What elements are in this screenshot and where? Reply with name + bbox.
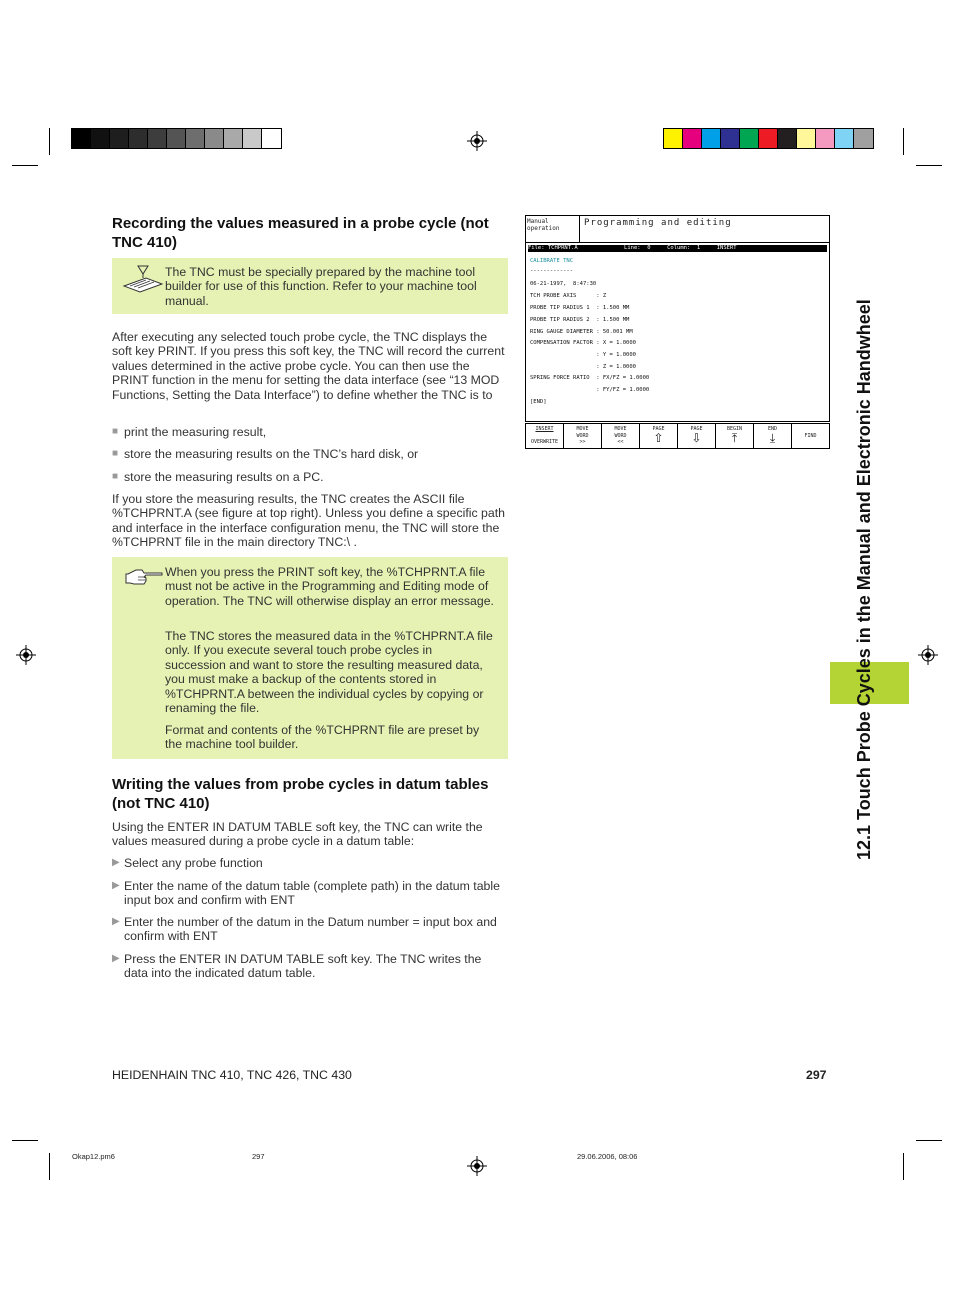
pointing-hand-icon	[124, 567, 164, 585]
file-status-line: File: TCHPRNT.A Line: 0 Column: 1 INSERT	[528, 245, 827, 252]
crop-mark	[49, 1153, 50, 1180]
color-swatch	[702, 129, 721, 148]
hint-paragraph: The TNC stores the measured data in the %TCHPRNT.A file only. If you execute several touch probe cycles in succession and want to store the resulting measured data, you must make a backup of the contents stored in %TCHPRNT.A between the individual cycles by copying or renaming the file.	[165, 629, 493, 716]
footer-page-number: 297	[806, 1068, 827, 1082]
program-line: 06-21-1997, 8:47:30	[530, 281, 597, 287]
program-line: : Y = 1.0000	[530, 352, 636, 358]
softkey-move-word-left[interactable]: MOVE WORD <<	[602, 424, 640, 448]
arrow-top-icon: ⤒	[731, 431, 738, 445]
program-line: [END]	[530, 399, 547, 405]
hint-box	[112, 557, 508, 759]
grayscale-swatch	[91, 129, 110, 148]
registration-mark-icon	[467, 131, 487, 151]
grayscale-swatch	[148, 129, 167, 148]
arrow-bottom-icon: ⤓	[769, 431, 776, 445]
grayscale-swatch	[262, 129, 281, 148]
registration-mark-icon	[16, 645, 36, 665]
crop-mark	[12, 1140, 38, 1141]
machine-note-box	[112, 258, 508, 314]
grayscale-swatch	[110, 129, 129, 148]
color-swatch	[740, 129, 759, 148]
chapter-side-title: 12.1 Touch Probe Cycles in the Manual and Electronic Handwheel	[854, 299, 874, 860]
program-line: CALIBRATE TNC	[530, 258, 574, 264]
section-heading: Writing the values from probe cycles in datum tables (not TNC 410)	[112, 776, 489, 812]
color-bar	[663, 128, 874, 149]
storage-paragraph: If you store the measuring results, the TNC creates the ASCII file %TCHPRNT.A (see figure at top right). Unless you define a specific path and interface in the interface configuration menu, the TNC will store the %TCHPRNT file in the main directory TNC:\ .	[112, 492, 505, 550]
screen-body	[525, 241, 830, 422]
color-swatch	[816, 129, 835, 148]
grayscale-swatch	[205, 129, 224, 148]
intro-paragraph: After executing any selected touch probe cycle, the TNC displays the soft key PRINT. If you press this soft key, the TNC will record the current values determined in the active probe cycle. You can then use the PRINT function in the menu for setting the data interface (see “13 MOD Functions, Setting the Data Interface”) to define whether the TNC is to	[112, 330, 505, 402]
grayscale-swatch	[72, 129, 91, 148]
color-swatch	[797, 129, 816, 148]
list-item: ■ print the measuring result,	[112, 425, 267, 439]
softkey-insert-overwrite[interactable]: INSERT OVERWRITE	[526, 424, 564, 448]
square-bullet-icon: ■	[112, 426, 119, 437]
section-heading: Recording the values measured in a probe cycle (not TNC 410)	[112, 215, 489, 251]
program-line: PROBE TIP RADIUS 2 : 1.500 MM	[530, 317, 630, 323]
color-swatch	[721, 129, 740, 148]
program-line: : Z = 1.0000	[530, 364, 636, 370]
program-line: SPRING FORCE RATIO : FX/FZ = 1.0000	[530, 375, 650, 381]
triangle-bullet-icon: ▶	[112, 953, 120, 964]
triangle-bullet-icon: ▶	[112, 880, 120, 891]
crop-mark	[49, 128, 50, 155]
hint-paragraph: Format and contents of the %TCHPRNT file are preset by the machine tool builder.	[165, 723, 480, 752]
slug-file: Okap12.pm6	[72, 1152, 115, 1161]
slug-page: 297	[252, 1152, 265, 1161]
triangle-bullet-icon: ▶	[112, 857, 120, 868]
grayscale-swatch	[167, 129, 186, 148]
softkey-end[interactable]: END ⤓	[754, 424, 792, 448]
softkey-page-down[interactable]: PAGE ⇩	[678, 424, 716, 448]
softkey-begin[interactable]: BEGIN ⤒	[716, 424, 754, 448]
mode-label: Manual operation	[527, 218, 560, 232]
crop-mark	[916, 1140, 942, 1141]
screen-title: Programming and editing	[584, 218, 732, 228]
crop-mark	[903, 1153, 904, 1180]
color-swatch	[778, 129, 797, 148]
footer-product: HEIDENHAIN TNC 410, TNC 426, TNC 430	[112, 1068, 352, 1082]
datum-intro-paragraph: Using the ENTER IN DATUM TABLE soft key, the TNC can write the values measured during a probe cycle in a datum table:	[112, 820, 483, 849]
square-bullet-icon: ■	[112, 448, 119, 459]
machine-tool-icon	[122, 264, 164, 294]
arrow-up-icon: ⇧	[653, 431, 664, 445]
color-swatch	[835, 129, 854, 148]
step-item: ▶ Select any probe function	[112, 856, 263, 870]
program-line: : FY/FZ = 1.0000	[530, 387, 650, 393]
color-swatch	[854, 129, 873, 148]
step-item: ▶ Enter the name of the datum table (complete path) in the datum table input box and confirm with ENT	[112, 879, 500, 908]
softkey-find[interactable]: FIND	[804, 433, 817, 439]
grayscale-bar	[71, 128, 282, 149]
program-line: RING GAUGE DIAMETER : 50.001 MM	[530, 329, 633, 335]
triangle-bullet-icon: ▶	[112, 916, 120, 927]
grayscale-swatch	[224, 129, 243, 148]
color-swatch	[664, 129, 683, 148]
square-bullet-icon: ■	[112, 471, 119, 482]
program-line: TCH PROBE AXIS : Z	[530, 293, 607, 299]
grayscale-swatch	[186, 129, 205, 148]
grayscale-swatch	[129, 129, 148, 148]
softkey-move-word-right[interactable]: MOVE WORD >>	[564, 424, 602, 448]
grayscale-swatch	[243, 129, 262, 148]
crop-mark	[916, 165, 942, 166]
list-item: ■ store the measuring results on the TNC’s hard disk, or	[112, 447, 419, 461]
step-item: ▶ Enter the number of the datum in the Datum number = input box and confirm with ENT	[112, 915, 497, 944]
arrow-down-icon: ⇩	[691, 431, 702, 445]
color-swatch	[683, 129, 702, 148]
program-line: PROBE TIP RADIUS 1 : 1.500 MM	[530, 305, 630, 311]
step-item: ▶ Press the ENTER IN DATUM TABLE soft key. The TNC writes the data into the indicated datum table.	[112, 952, 482, 981]
list-item: ■ store the measuring results on a PC.	[112, 470, 324, 484]
softkey-row	[525, 423, 830, 449]
machine-note-text: The TNC must be specially prepared by the machine tool builder for use of this function. Refer to your machine tool manual.	[165, 265, 477, 308]
program-line: -------------	[530, 268, 574, 274]
tnc-screen-figure	[525, 215, 829, 449]
softkey-page-up[interactable]: PAGE ⇧	[640, 424, 678, 448]
registration-mark-icon	[918, 645, 938, 665]
screen-header	[525, 215, 830, 243]
registration-mark-icon	[467, 1156, 487, 1176]
color-swatch	[759, 129, 778, 148]
program-line: COMPENSATION FACTOR : X = 1.0000	[530, 340, 636, 346]
slug-date: 29.06.2006, 08:06	[577, 1152, 638, 1161]
hint-paragraph: When you press the PRINT soft key, the %TCHPRNT.A file must not be active in the Programming and Editing mode of operation. The TNC will otherwise display an error message.	[165, 565, 494, 608]
crop-mark	[12, 165, 38, 166]
crop-mark	[903, 128, 904, 155]
